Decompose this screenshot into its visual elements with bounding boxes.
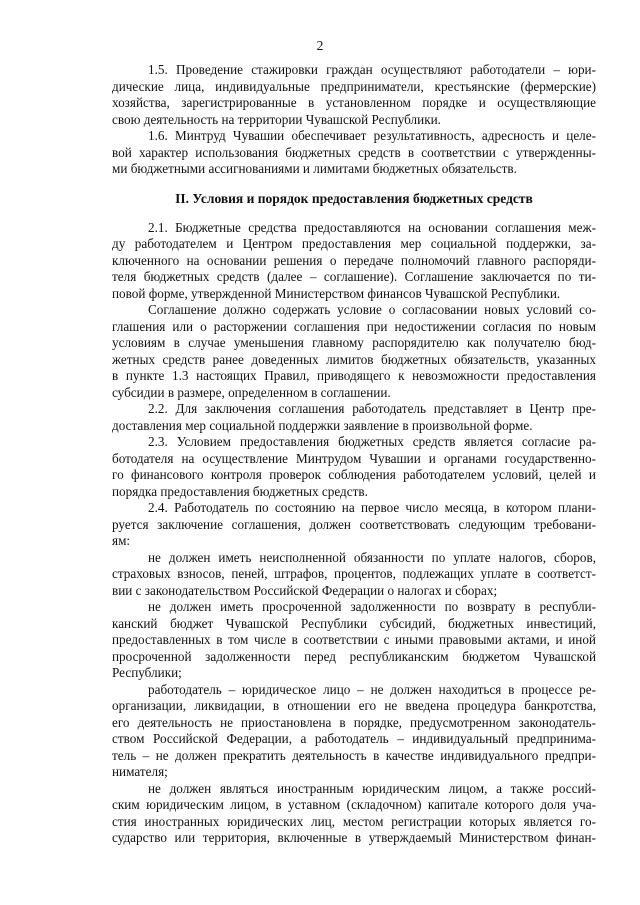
paragraph-p2-2 [112, 401, 596, 434]
paragraph-line: не должен иметь неисполненной обязанности по уплате налогов, сборов, [148, 549, 596, 565]
paragraph-line: дические лица, индивидуальные предприниматели, крестьянские (фермерские) [112, 78, 596, 94]
document-body [112, 62, 596, 847]
paragraph-line: 2.3. Условием предоставления бюджетных средств является согласие ра- [148, 434, 596, 449]
page-number: 2 [316, 38, 324, 53]
paragraph-line: ям: [112, 533, 131, 548]
paragraph-line: порядка предоставления бюджетных средств. [112, 483, 368, 499]
paragraph-line: канский бюджет Чувашской Республики субсидий, бюджетных инвестиций, [112, 615, 596, 631]
section-2-body [112, 220, 596, 847]
paragraph-line: повой форме, утвержденной Министерством финансов Чувашской Республики. [112, 285, 561, 301]
paragraph-line: просроченной задолженности перед республиканским бюджетом Чувашской [112, 648, 596, 664]
paragraph-line: не должен являться иностранным юридическим лицом, а также россий- [148, 780, 596, 796]
paragraph-p2-4a [112, 550, 596, 600]
paragraph-line: его деятельность не приостановлена в порядке, предусмотренном законодатель- [112, 714, 596, 730]
paragraph-line: субсидии в размере, определенном в соглашении. [112, 384, 391, 400]
paragraph-line: жетных средств ранее доведенных лимитов бюджетных обязательств, указанных [112, 351, 596, 367]
paragraph-line: ми бюджетными ассигнованиями и лимитами бюджетных обязательств. [112, 161, 517, 176]
paragraph-line: руется заключение соглашения, должен соответствовать следующим требовани- [112, 516, 596, 532]
paragraph-line: работодатель – юридическое лицо – не должен находиться в процессе ре- [148, 681, 596, 697]
paragraph-p2-1 [112, 220, 596, 303]
paragraph-line: нимателя; [112, 764, 168, 779]
paragraph-p2-1b [112, 302, 596, 401]
paragraph-line: предоставленных в том числе в соответствии с иными правовыми актами, и иной [112, 632, 596, 647]
paragraph-line: ским юридическим лицом, в уставном (складочном) капитале которого доля уча- [112, 797, 596, 812]
paragraph-line: Республики; [112, 665, 182, 680]
paragraph-line: 2.4. Работодатель по состоянию на первое число месяца, в котором плани- [148, 500, 596, 515]
paragraph-line: вии с законодательством Российской Федерации о налогах и сборах; [112, 582, 498, 598]
paragraph-line: не должен иметь просроченной задолженности по возврату в республи- [148, 599, 596, 614]
paragraph-p2-3 [112, 434, 596, 500]
paragraph-line: страховых взносов, пеней, штрафов, процентов, подлежащих уплате в соответст- [112, 566, 596, 581]
paragraph-p2-4 [112, 500, 596, 550]
paragraph-line: доставления мер социальной поддержки заявление в произвольной форме. [112, 417, 533, 433]
paragraph-line: теля бюджетных средств (далее – соглашение). Соглашение заключается по ти- [112, 269, 596, 284]
paragraph-line: сударство или территория, включенные в утверждаемый Министерством финан- [112, 830, 596, 845]
paragraph-p1-5 [112, 62, 596, 128]
paragraph-line: ду работодателем и Центром предоставления мер социальной поддержки, за- [112, 236, 596, 251]
paragraph-line: хозяйства, зарегистрированные в установленном порядке и осуществляющие [112, 95, 596, 110]
paragraph-line: условиям в случае уменьшения главному распорядителю как получателю бюд- [112, 335, 596, 350]
paragraph-line: организации, ликвидации, в отношении его не введена процедура банкротства, [112, 698, 596, 713]
paragraph-line: 1.6. Минтруд Чувашии обеспечивает результативность, адресность и целе- [148, 128, 596, 143]
paragraph-line: 2.1. Бюджетные средства предоставляются на основании соглашения меж- [148, 219, 596, 235]
paragraph-line: глашения или о расторжении соглашения при недостижении согласия по новым [112, 318, 596, 334]
paragraph-line: вой характер использования бюджетных средств в соответствии с утвержденны- [112, 144, 596, 160]
paragraph-line: 2.2. Для заключения соглашения работодатель представляет в Центр пре- [148, 401, 596, 416]
section-1-continuation [112, 62, 596, 178]
paragraph-p2-4b [112, 599, 596, 682]
paragraph-line: ботодателя на осуществление Минтрудом Чувашии и органами государственно- [112, 450, 596, 466]
section-heading: II. Условия и порядок предоставления бюджетных средств [175, 190, 533, 206]
paragraph-line: в пункте 1.3 настоящих Правил, приводящего к невозможности предоставления [112, 368, 596, 383]
paragraph-p2-4c [112, 682, 596, 781]
paragraph-p1-6 [112, 128, 596, 178]
paragraph-line: стия иностранных юридических лиц, местом регистрации которых является го- [112, 813, 596, 829]
paragraph-line: ключенного на основании решения о передаче полномочий главного распоряди- [112, 252, 596, 268]
paragraph-line: ством Российской Федерации, а работодатель – индивидуальный предпринима- [112, 731, 596, 746]
paragraph-line: Соглашение должно содержать условие о согласовании новых условий со- [148, 302, 596, 317]
paragraph-p2-4d [112, 781, 596, 847]
paragraph-line: го финансового контроля проверок соблюдения работодателем условий, целей и [112, 467, 596, 482]
paragraph-line: 1.5. Проведение стажировки граждан осуществляют работодатели – юри- [148, 62, 596, 77]
paragraph-line: тель – не должен прекратить деятельность в качестве индивидуального предпри- [112, 747, 596, 763]
paragraph-line: свою деятельность на территории Чувашской Республики. [112, 111, 441, 127]
